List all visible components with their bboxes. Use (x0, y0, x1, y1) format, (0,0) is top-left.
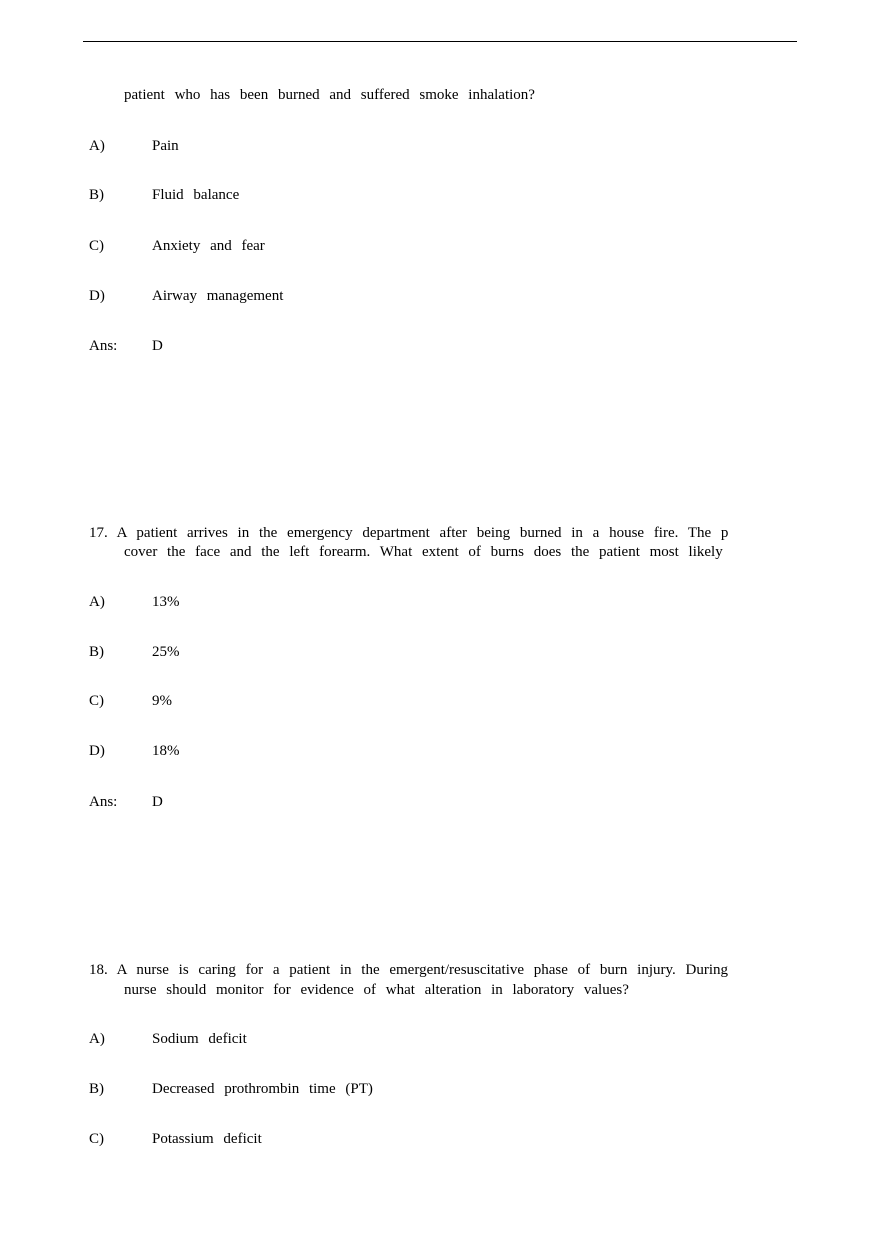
q18-option-c-letter: C) (89, 1131, 104, 1147)
q16-option-c-letter: C) (89, 238, 104, 254)
q18-option-b-text: Decreased prothrombin time (PT) (152, 1081, 373, 1097)
q17-option-b-letter: B) (89, 644, 104, 660)
q16-stem-continuation: patient who has been burned and suffered smoke inhalation? (124, 87, 535, 103)
q17-answer-value: D (152, 794, 163, 810)
q18-option-a-text: Sodium deficit (152, 1031, 247, 1047)
header-rule (83, 41, 797, 42)
q17-option-c-letter: C) (89, 693, 104, 709)
q17-option-d-text: 18% (152, 743, 180, 759)
q16-option-d-text: Airway management (152, 288, 284, 304)
q17-option-a-text: 13% (152, 594, 180, 610)
q16-option-c-text: Anxiety and fear (152, 238, 265, 254)
q17-answer-label: Ans: (89, 794, 118, 810)
q17-stem-line-1: 17. A patient arrives in the emergency department after being burned in a house fire. The p (89, 525, 729, 541)
q16-option-b-text: Fluid balance (152, 187, 240, 203)
q16-answer-label: Ans: (89, 338, 118, 354)
q16-answer-value: D (152, 338, 163, 354)
q17-option-a-letter: A) (89, 594, 105, 610)
q17-option-b-text: 25% (152, 644, 180, 660)
q18-stem-line-2: nurse should monitor for evidence of what alteration in laboratory values? (124, 982, 629, 998)
q18-option-b-letter: B) (89, 1081, 104, 1097)
q18-stem-line-1: 18. A nurse is caring for a patient in the emergent/resuscitative phase of burn injury. During (89, 962, 729, 978)
q16-option-d-letter: D) (89, 288, 105, 304)
q16-option-b-letter: B) (89, 187, 104, 203)
q18-option-a-letter: A) (89, 1031, 105, 1047)
q18-option-c-text: Potassium deficit (152, 1131, 262, 1147)
q17-stem-line-2: cover the face and the left forearm. What extent of burns does the patient most likely (124, 544, 723, 560)
q16-option-a-letter: A) (89, 138, 105, 154)
q16-option-a-text: Pain (152, 138, 179, 154)
q17-option-d-letter: D) (89, 743, 105, 759)
q17-option-c-text: 9% (152, 693, 172, 709)
